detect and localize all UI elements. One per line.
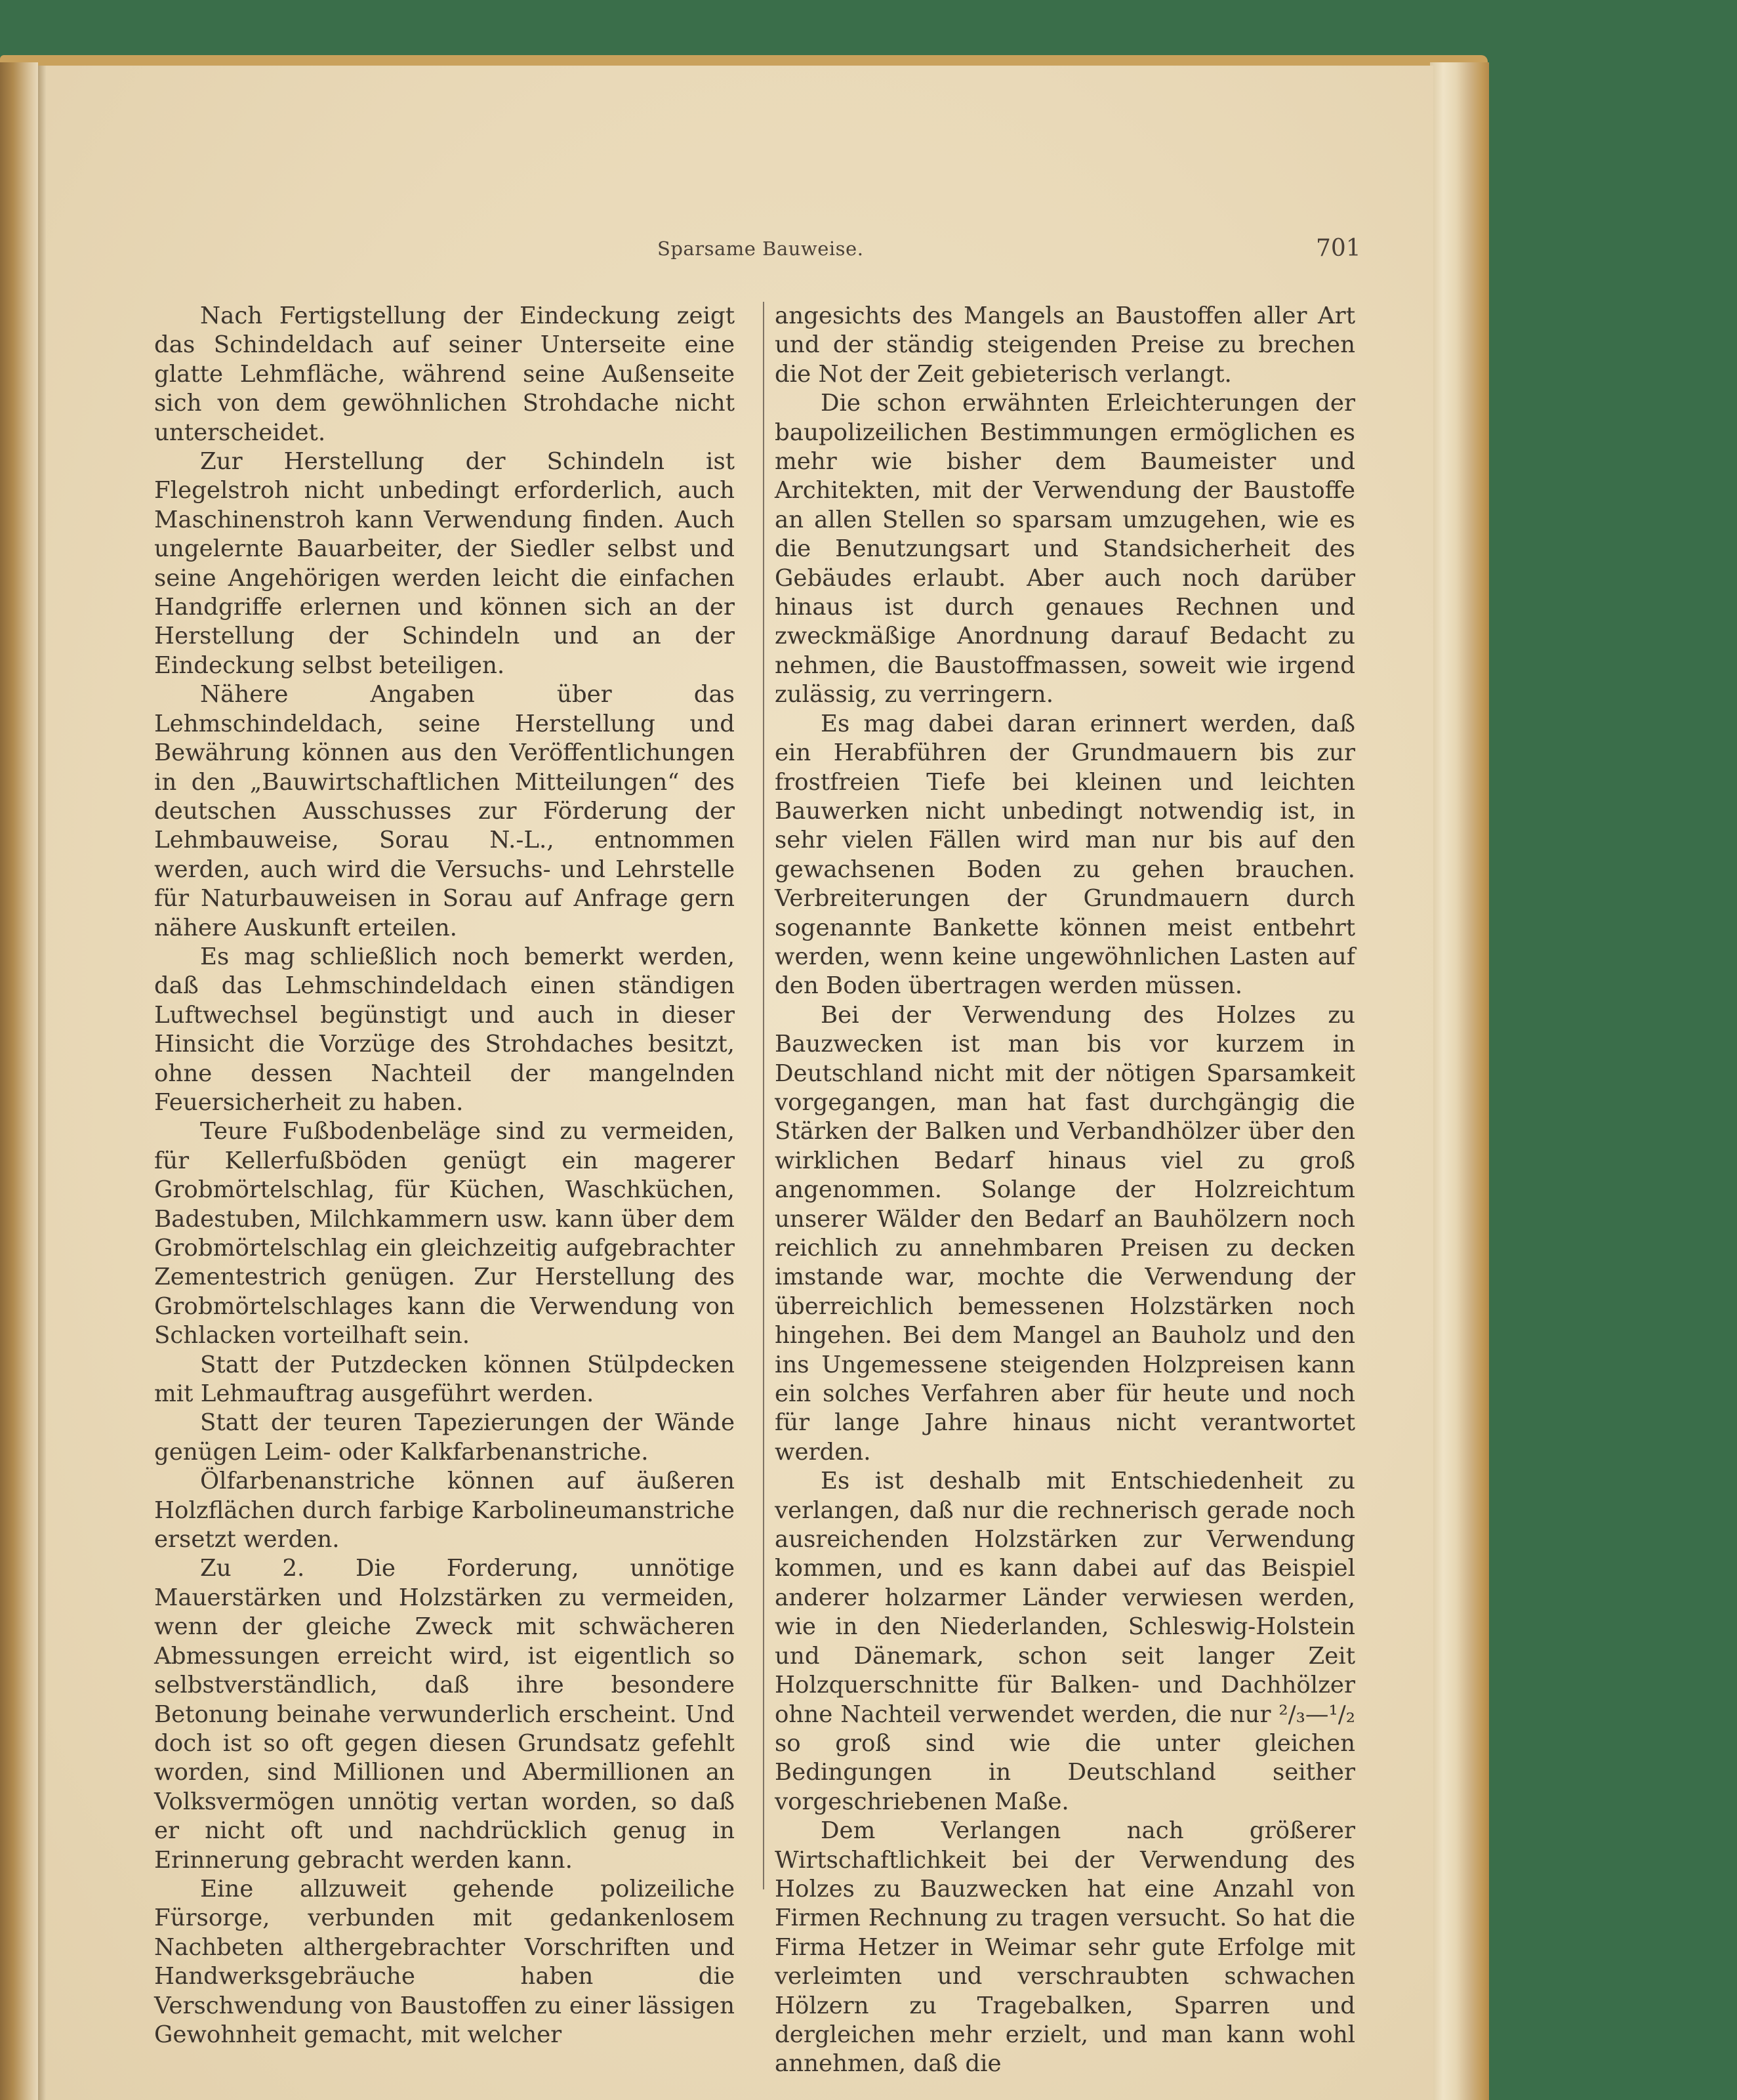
paragraph: Es mag schließlich noch bemerkt werden, daß das Lehmschindeldach einen ständigen Luftwechsel begünstigt und auch in dieser Hinsicht die Vorzüge des Strohdaches besitzt, ohne dessen Nachteil der mangelnden Feuersicherheit zu haben. bbox=[154, 943, 735, 1116]
paragraph: Zur Herstellung der Schindeln ist Flegelstroh nicht unbedingt erforderlich, auch Maschinenstroh kann Verwendung finden. Auch ungelernte Bauarbeiter, der Siedler selbst und seine Angehörigen werden leicht die einfachen Handgriffe erlernen und können sich an der Herstellung der Schindeln und an der Eindeckung selbst beteiligen. bbox=[154, 448, 735, 679]
paragraph: Ölfarbenanstriche können auf äußeren Holzflächen durch farbige Karbolineumanstriche ersetzt werden. bbox=[154, 1468, 735, 1554]
right-column bbox=[775, 302, 1355, 2079]
page-number: 701 bbox=[1316, 235, 1361, 262]
paragraph: Nähere Angaben über das Lehmschindeldach, seine Herstellung und Bewährung können aus den Veröffentlichungen in den „Bauwirtschaftlichen Mitteilungen“ des deutschen Ausschusses zur Förderung der Lehmbauweise, Sorau N.-L., entnommen werden, auch wird die Versuchs- und Lehrstelle für Naturbauweisen in Sorau auf Anfrage gern nähere Auskunft erteilen. bbox=[154, 681, 735, 941]
book-gutter bbox=[38, 66, 46, 2100]
paragraph: Zu 2. Die Forderung, unnötige Mauerstärken und Holzstärken zu vermeiden, wenn der gleiche Zweck mit schwächeren Abmessungen erreicht wird, ist eigentlich so selbstverständlich, daß ihre besondere Betonung beinahe verwunderlich erscheint. Und doch ist so oft gegen diesen Grundsatz gefehlt worden, sind Millionen und Abermillionen an Volksvermögen unnötig vertan worden, so daß er nicht oft und nachdrücklich genug in Erinnerung gebracht werden kann. bbox=[154, 1555, 735, 1874]
paragraph: Statt der Putzdecken können Stülpdecken mit Lehmauftrag ausgeführt werden. bbox=[154, 1351, 735, 1408]
paragraph: Nach Fertigstellung der Eindeckung zeigt das Schindeldach auf seiner Unterseite eine glatte Lehmfläche, während seine Außenseite sich von dem gewöhnlichen Strohdache nicht unterscheidet. bbox=[154, 302, 735, 446]
page-stack-edge bbox=[1430, 62, 1489, 2100]
paragraph: Eine allzuweit gehende polizeiliche Fürsorge, verbunden mit gedankenlosem Nachbeten althergebrachter Vorschriften und Handwerksgebräuche haben die Verschwendung von Baustoffen zu einer lässigen Gewohnheit gemacht, mit welcher bbox=[154, 1875, 735, 2048]
page-header bbox=[46, 237, 1433, 270]
column-divider bbox=[763, 302, 764, 1889]
running-title: Sparsame Bauweise. bbox=[657, 237, 864, 260]
paragraph: Es mag dabei daran erinnert werden, daß ein Herabführen der Grundmauern bis zur frostfreien Tiefe bei kleinen und leichten Bauwerken nicht unbedingt notwendig ist, in sehr vielen Fällen wird man nur bis auf den gewachsenen Boden zu gehen brauchen. Verbreiterungen der Grundmauern durch sogenannte Bankette können meist entbehrt werden, wenn keine ungewöhnlichen Lasten auf den Boden übertragen werden müssen. bbox=[775, 710, 1355, 1000]
paragraph: Teure Fußbodenbeläge sind zu vermeiden, für Kellerfußböden genügt ein magerer Grobmörtelschlag, für Küchen, Waschküchen, Badestuben, Milchkammern usw. kann über dem Grobmörtelschlag ein gleichzeitig aufgebrachter Zementestrich genügen. Zur Herstellung des Grobmörtelschlages kann die Verwendung von Schlacken vorteilhaft sein. bbox=[154, 1118, 735, 1349]
paragraph: angesichts des Mangels an Baustoffen aller Art und der ständig steigenden Preise zu brechen die Not der Zeit gebieterisch verlangt. bbox=[775, 302, 1355, 388]
paragraph: Die schon erwähnten Erleichterungen der baupolizeilichen Bestimmungen ermöglichen es mehr wie bisher dem Baumeister und Architekten, mit der Verwendung der Baustoffe an allen Stellen so sparsam umzugehen, wie es die Benutzungsart und Standsicherheit des Gebäudes erlaubt. Aber auch noch darüber hinaus ist durch genaues Rechnen und zweckmäßige Anordnung darauf Bedacht zu nehmen, die Baustoffmassen, soweit wie irgend zulässig, zu verringern. bbox=[775, 390, 1355, 709]
paragraph: Statt der teuren Tapezierungen der Wände genügen Leim- oder Kalkfarbenanstriche. bbox=[154, 1409, 735, 1466]
paragraph: Es ist deshalb mit Entschiedenheit zu verlangen, daß nur die rechnerisch gerade noch ausreichenden Holzstärken zur Verwendung kommen, und es kann dabei auf das Beispiel anderer holzarmer Länder verwiesen werden, wie in den Niederlanden, Schleswig-Holstein und Dänemark, schon seit langer Zeit Holzquerschnitte für Balken- und Dachhölzer ohne Nachteil verwendet werden, die nur ²/₃—¹/₂ so groß sind wie die unter gleichen Bedingungen in Deutschland seither vorgeschriebenen Maße. bbox=[775, 1468, 1355, 1815]
left-page-edge bbox=[0, 62, 38, 2100]
left-column bbox=[154, 302, 735, 2049]
paragraph: Dem Verlangen nach größerer Wirtschaftlichkeit bei der Verwendung des Holzes zu Bauzwecken hat eine Anzahl von Firmen Rechnung zu tragen versucht. So hat die Firma Hetzer in Weimar sehr gute Erfolge mit verleimten und verschraubten schwachen Hölzern zu Tragebalken, Sparren und dergleichen mehr erzielt, und man kann wohl annehmen, daß die bbox=[775, 1817, 1355, 2078]
book-page bbox=[46, 66, 1433, 2100]
paragraph: Bei der Verwendung des Holzes zu Bauzwecken ist man bis vor kurzem in Deutschland nicht mit der nötigen Sparsamkeit vorgegangen, man hat fast durchgängig die Stärken der Balken und Verbandhölzer über den wirklichen Bedarf hinaus viel zu groß angenommen. Solange der Holzreichtum unserer Wälder den Bedarf an Bauhölzern noch reichlich zu annehmbaren Preisen zu decken imstande war, mochte die Verwendung der überreichlich bemessenen Holzstärken noch hingehen. Bei dem Mangel an Bauholz und den ins Ungemessene steigenden Holzpreisen kann ein solches Verfahren aber für heute und noch für lange Jahre hinaus nicht verantwortet werden. bbox=[775, 1001, 1355, 1466]
